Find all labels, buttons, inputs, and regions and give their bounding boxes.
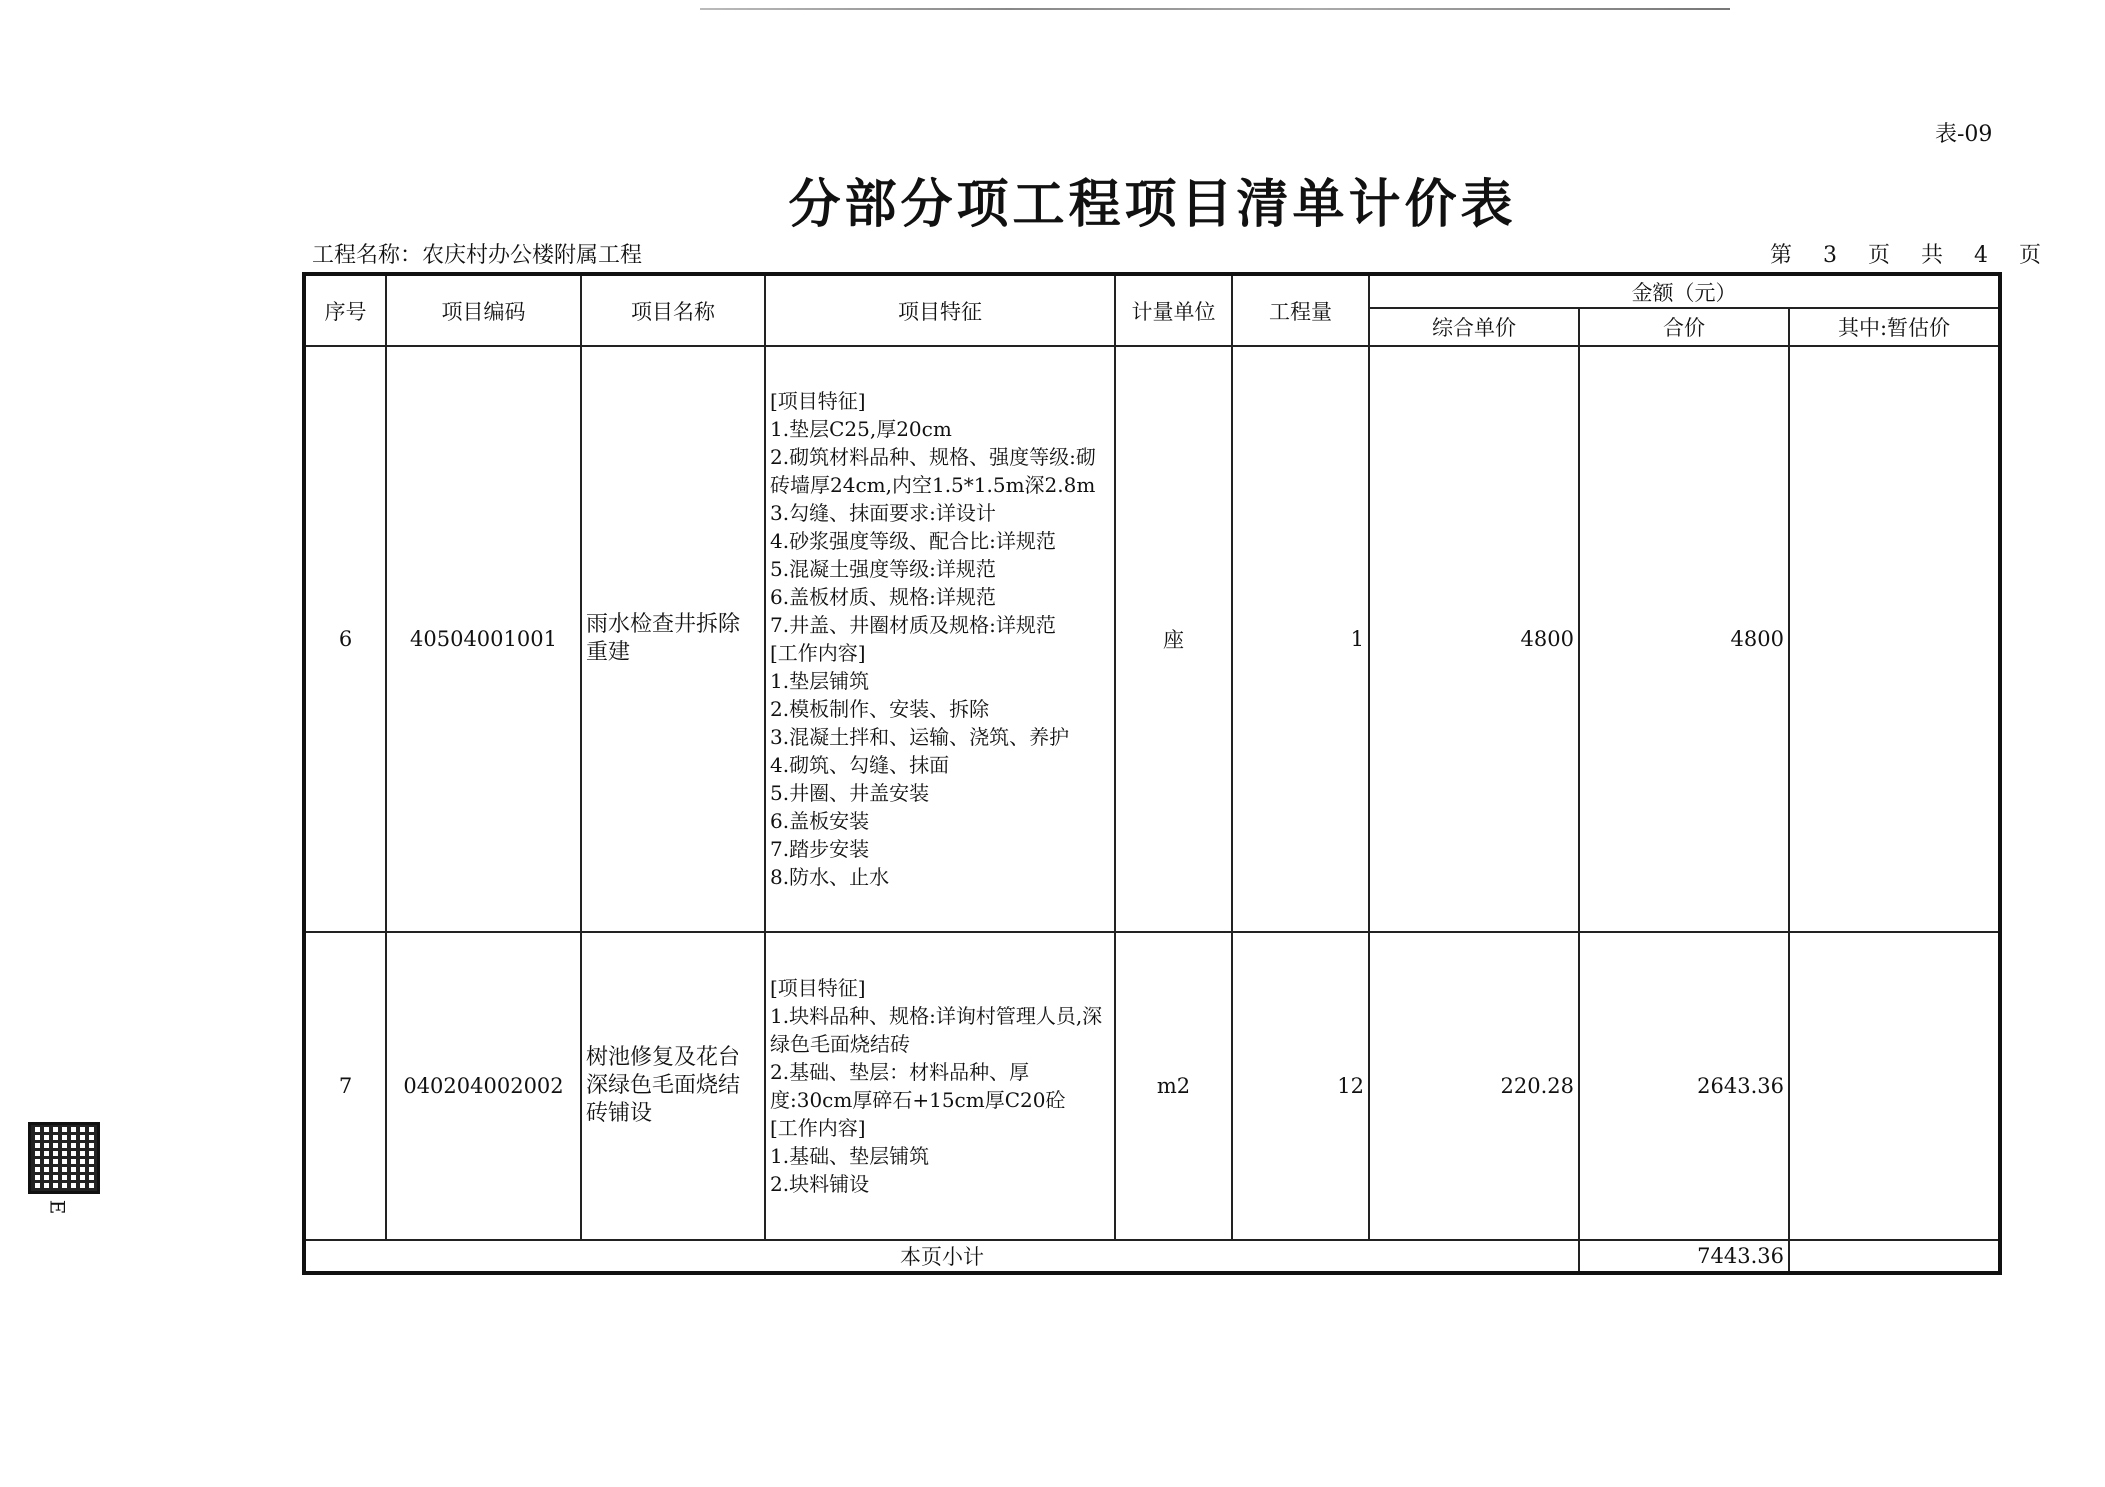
row-provisional bbox=[1789, 932, 2000, 1240]
header-code: 项目编码 bbox=[386, 274, 581, 346]
feature-line: 1.垫层铺筑 bbox=[770, 669, 870, 693]
qr-code-icon bbox=[28, 1122, 100, 1194]
header-unit-price: 综合单价 bbox=[1369, 308, 1579, 346]
header-total: 合价 bbox=[1579, 308, 1789, 346]
page-total-prefix: 共 bbox=[1921, 243, 1946, 268]
feature-line: 4.砌筑、勾缝、抹面 bbox=[770, 753, 950, 777]
row-unit-price: 220.28 bbox=[1369, 932, 1579, 1240]
row-unit: 座 bbox=[1115, 346, 1232, 932]
row-provisional bbox=[1789, 346, 2000, 932]
header-amount: 金额（元） bbox=[1369, 274, 2000, 308]
row-seq: 7 bbox=[304, 932, 386, 1240]
pricing-table bbox=[302, 272, 2002, 1275]
feature-line: 2.模板制作、安装、拆除 bbox=[770, 697, 990, 721]
feature-line: [项目特征] bbox=[770, 389, 866, 413]
feature-line: [项目特征] bbox=[770, 976, 866, 1000]
row-qty: 12 bbox=[1232, 932, 1369, 1240]
feature-line: 4.砂浆强度等级、配合比:详规范 bbox=[770, 529, 1056, 553]
row-code: 40504001001 bbox=[386, 346, 581, 932]
feature-line: 7.井盖、井圈材质及规格:详规范 bbox=[770, 613, 1056, 637]
page-indicator bbox=[1760, 238, 2053, 269]
feature-line: 3.混凝土拌和、运输、浇筑、养护 bbox=[770, 725, 1070, 749]
header-seq: 序号 bbox=[304, 274, 386, 346]
feature-line: [工作内容] bbox=[770, 641, 866, 665]
feature-line: 3.勾缝、抹面要求:详设计 bbox=[770, 501, 996, 525]
table-row bbox=[304, 932, 2000, 1240]
row-seq: 6 bbox=[304, 346, 386, 932]
row-name: 雨水检查井拆除重建 bbox=[581, 346, 765, 932]
page-word: 页 bbox=[1868, 243, 1893, 268]
header-name: 项目名称 bbox=[581, 274, 765, 346]
feature-line: 8.防水、止水 bbox=[770, 865, 890, 889]
header-features: 项目特征 bbox=[765, 274, 1115, 346]
subtotal-total: 7443.36 bbox=[1579, 1240, 1789, 1273]
project-name-line bbox=[312, 238, 642, 269]
row-features bbox=[765, 346, 1115, 932]
page-title: 分部分项工程项目清单计价表 bbox=[788, 174, 1517, 235]
row-qty: 1 bbox=[1232, 346, 1369, 932]
feature-line: 1.基础、垫层铺筑 bbox=[770, 1144, 930, 1168]
row-unit-price: 4800 bbox=[1369, 346, 1579, 932]
feature-line: [工作内容] bbox=[770, 1116, 866, 1140]
page-total-word: 页 bbox=[2019, 243, 2044, 268]
project-name-value: 农庆村办公楼附属工程 bbox=[422, 243, 643, 268]
table-row bbox=[304, 346, 2000, 932]
header-provisional: 其中:暂估价 bbox=[1789, 308, 2000, 346]
subtotal-row bbox=[304, 1240, 2000, 1273]
header-unit: 计量单位 bbox=[1115, 274, 1232, 346]
feature-line: 6.盖板安装 bbox=[770, 809, 870, 833]
row-total: 4800 bbox=[1579, 346, 1789, 932]
qr-label: E bbox=[45, 1199, 70, 1215]
row-features bbox=[765, 932, 1115, 1240]
row-total: 2643.36 bbox=[1579, 932, 1789, 1240]
subtotal-label: 本页小计 bbox=[304, 1240, 1579, 1273]
form-number: 表-09 bbox=[1935, 122, 1993, 147]
scan-edge-line bbox=[700, 8, 1730, 10]
page-total: 4 bbox=[1974, 243, 1991, 268]
feature-line: 1.块料品种、规格:详询村管理人员,深绿色毛面烧结砖 bbox=[770, 1004, 1103, 1056]
feature-line: 6.盖板材质、规格:详规范 bbox=[770, 585, 996, 609]
row-code: 040204002002 bbox=[386, 932, 581, 1240]
header-qty: 工程量 bbox=[1232, 274, 1369, 346]
feature-line: 7.踏步安装 bbox=[770, 837, 870, 861]
feature-line: 2.砌筑材料品种、规格、强度等级:砌砖墙厚24cm,内空1.5*1.5m深2.8m bbox=[770, 445, 1096, 497]
page-current: 3 bbox=[1823, 243, 1840, 268]
header-row-1 bbox=[304, 274, 2000, 308]
feature-line: 2.块料铺设 bbox=[770, 1172, 870, 1196]
page-prefix: 第 bbox=[1770, 243, 1795, 268]
subtotal-provisional bbox=[1789, 1240, 2000, 1273]
project-name-label: 工程名称： bbox=[312, 243, 423, 268]
feature-line: 1.垫层C25,厚20cm bbox=[770, 417, 952, 441]
feature-line: 5.混凝土强度等级:详规范 bbox=[770, 557, 996, 581]
row-unit: m2 bbox=[1115, 932, 1232, 1240]
row-name: 树池修复及花台深绿色毛面烧结砖铺设 bbox=[581, 932, 765, 1240]
feature-line: 2.基础、垫层：材料品种、厚度:30cm厚碎石+15cm厚C20砼 bbox=[770, 1060, 1066, 1112]
feature-line: 5.井圈、井盖安装 bbox=[770, 781, 930, 805]
